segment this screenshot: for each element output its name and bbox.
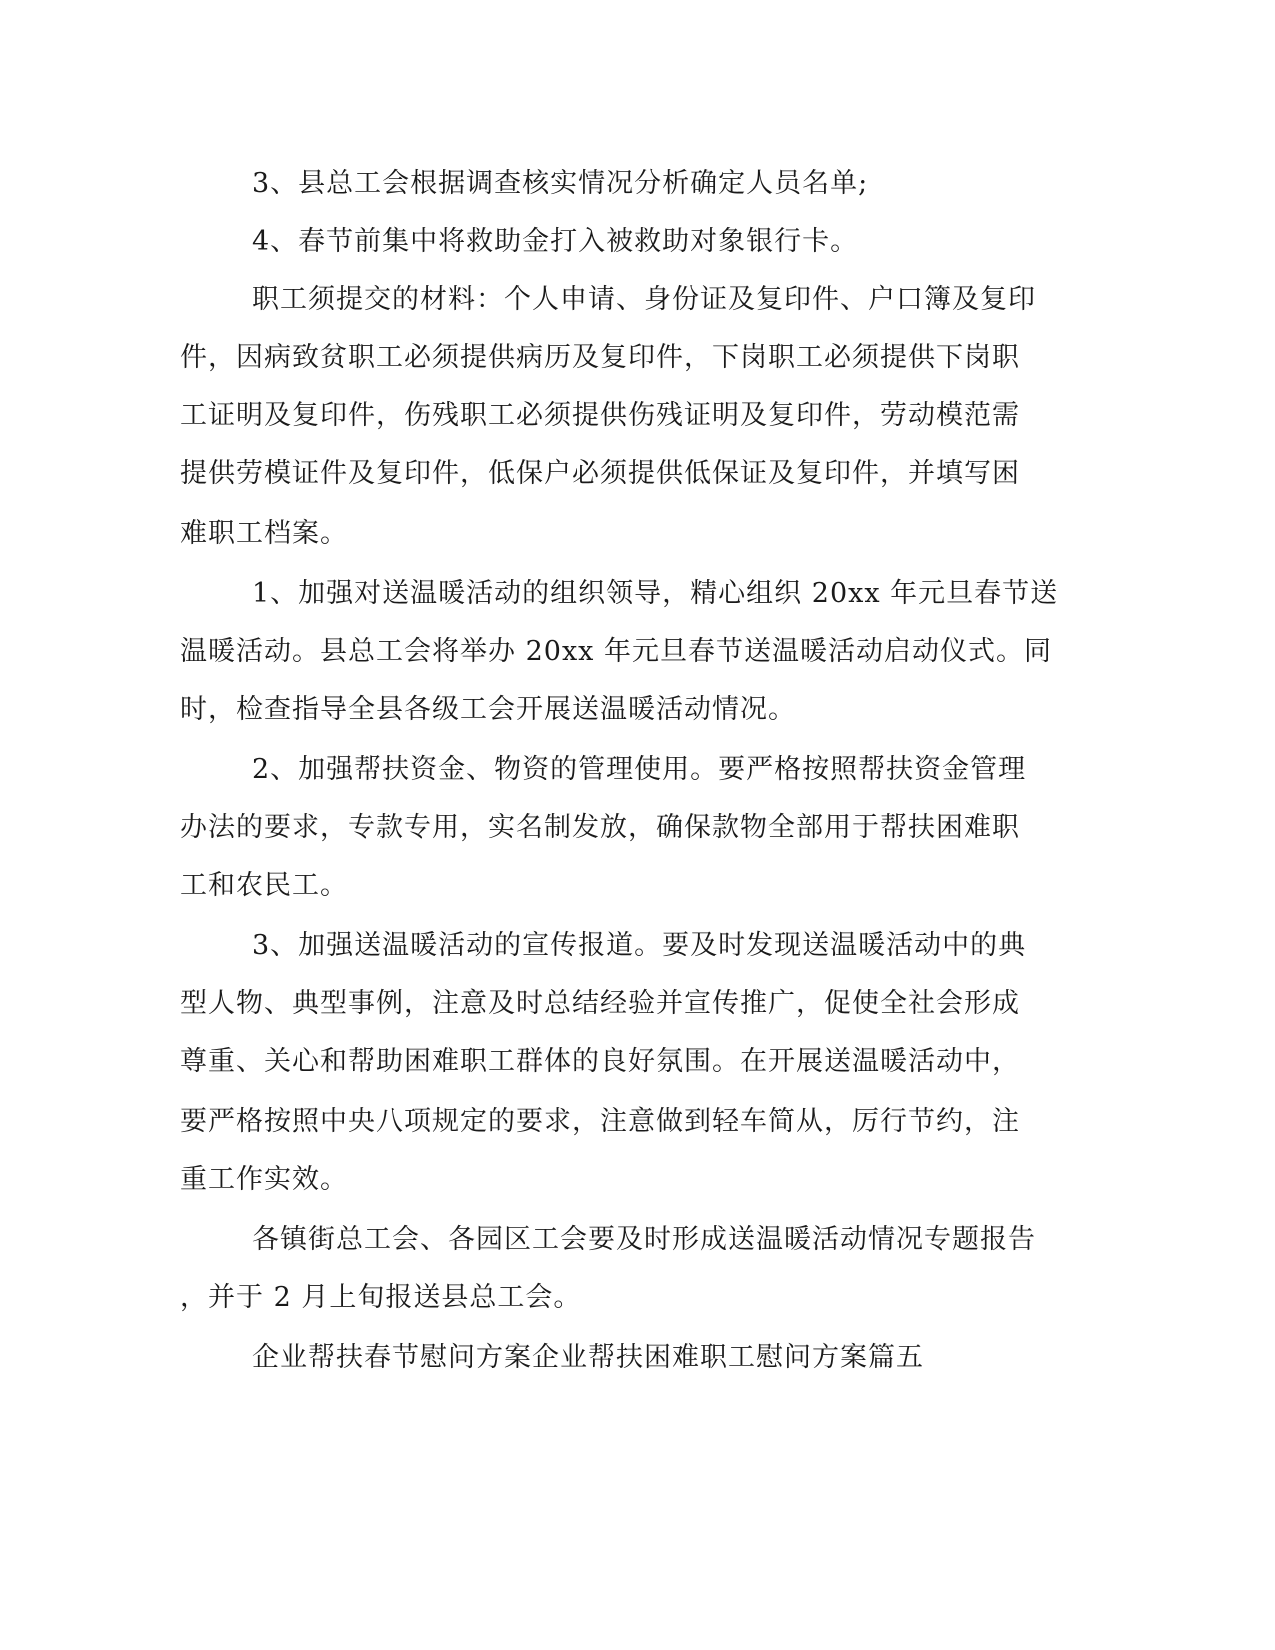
text-line: 4、春节前集中将救助金打入被救助对象银行卡。 [252, 226, 859, 257]
text-line: 3、加强送温暖活动的宣传报道。要及时发现送温暖活动中的典 [252, 930, 1027, 961]
text-line: 2、加强帮扶资金、物资的管理使用。要严格按照帮扶资金管理 [252, 754, 1027, 785]
text-line: 要严格按照中央八项规定的要求，注意做到轻车简从，厉行节约，注 [180, 1106, 1020, 1137]
text-line: 各镇街总工会、各园区工会要及时形成送温暖活动情况专题报告 [252, 1224, 1036, 1255]
text-line: 时，检查指导全县各级工会开展送温暖活动情况。 [180, 694, 796, 725]
text-line: 尊重、关心和帮助困难职工群体的良好氛围。在开展送温暖活动中， [180, 1046, 1020, 1077]
text-line: ，并于 2 月上旬报送县总工会。 [180, 1282, 582, 1313]
text-line: 提供劳模证件及复印件，低保户必须提供低保证及复印件，并填写困 [180, 458, 1020, 489]
text-line: 办法的要求，专款专用，实名制发放，确保款物全部用于帮扶困难职 [180, 812, 1020, 843]
text-line: 温暖活动。县总工会将举办 20xx 年元旦春节送温暖活动启动仪式。同 [180, 636, 1052, 667]
text-line: 难职工档案。 [180, 518, 348, 549]
text-line: 3、县总工会根据调查核实情况分析确定人员名单; [252, 168, 869, 199]
text-line: 企业帮扶春节慰问方案企业帮扶困难职工慰问方案篇五 [252, 1342, 924, 1373]
text-line: 重工作实效。 [180, 1164, 348, 1195]
text-line: 工证明及复印件，伤残职工必须提供伤残证明及复印件，劳动模范需 [180, 400, 1020, 431]
text-line: 1、加强对送温暖活动的组织领导，精心组织 20xx 年元旦春节送 [252, 578, 1059, 609]
text-line: 工和农民工。 [180, 870, 348, 901]
text-line: 件，因病致贫职工必须提供病历及复印件，下岗职工必须提供下岗职 [180, 342, 1020, 373]
text-line: 型人物、典型事例，注意及时总结经验并宣传推广，促使全社会形成 [180, 988, 1020, 1019]
text-line: 职工须提交的材料：个人申请、身份证及复印件、户口簿及复印 [252, 284, 1036, 315]
